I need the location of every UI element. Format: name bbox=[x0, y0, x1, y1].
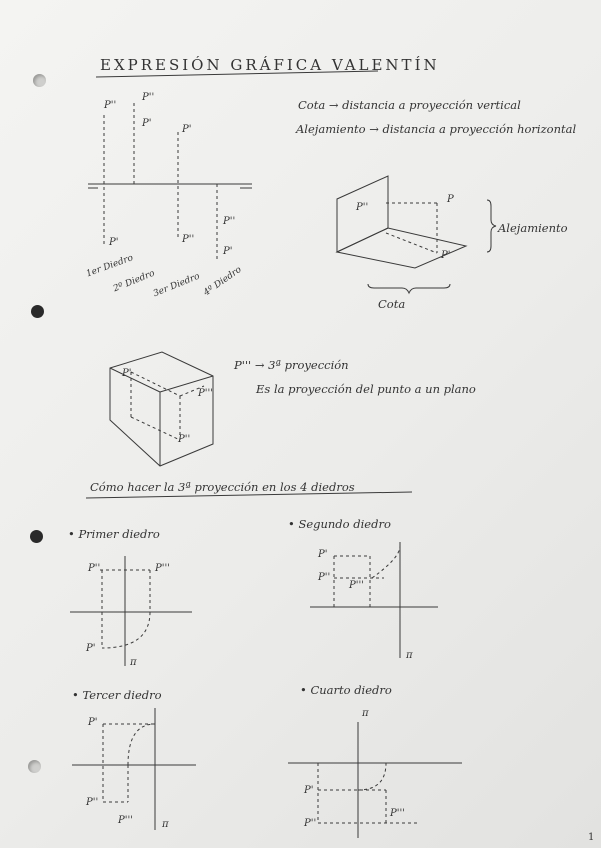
vertical-plane bbox=[337, 176, 388, 252]
case-label: P'' bbox=[304, 818, 317, 829]
case-label: P''' bbox=[118, 815, 133, 826]
case-label: P' bbox=[86, 643, 96, 654]
label-p-horizontal: P' bbox=[109, 237, 119, 248]
label-alejamiento: Alejamiento bbox=[498, 221, 568, 235]
horizontal-plane bbox=[337, 228, 466, 268]
label-p-horizontal: P' bbox=[142, 118, 152, 129]
label-p-horizontal: P' bbox=[223, 246, 233, 257]
label-p-vertical: P'' bbox=[104, 100, 117, 111]
case-label: P'' bbox=[86, 797, 99, 808]
third-projection-definition: Es la proyección del punto a un plano bbox=[256, 382, 476, 396]
case-label: π bbox=[406, 650, 413, 661]
case-label: P' bbox=[88, 717, 98, 728]
dihedron-label: 4º Diedro bbox=[202, 264, 244, 299]
case-label: P''' bbox=[349, 580, 364, 591]
case-label: P'' bbox=[318, 572, 331, 583]
brace-alejamiento bbox=[487, 200, 496, 252]
label-p-vertical: P'' bbox=[142, 92, 155, 103]
cube-label: P' bbox=[122, 368, 132, 379]
case-label: P' bbox=[318, 549, 328, 560]
page-number: 1 bbox=[588, 832, 595, 843]
case-label: P''' bbox=[155, 563, 170, 574]
section-title: Cómo hacer la 3ª proyección en los 4 diedros bbox=[90, 480, 355, 494]
cube-label: P''' bbox=[198, 388, 213, 399]
case-label: π bbox=[162, 819, 169, 830]
third-projection-heading: P''' → 3ª proyección bbox=[234, 358, 349, 372]
page-title: EXPRESIÓN GRÁFICA VALENTÍN bbox=[100, 56, 440, 74]
case-label: π bbox=[362, 708, 369, 719]
dihedron-label: 1er Diedro bbox=[85, 253, 135, 280]
case-title-tercer: • Tercer diedro bbox=[72, 688, 162, 702]
case-title-cuarto: • Cuarto diedro bbox=[300, 683, 392, 697]
definition-alejamiento: Alejamiento → distancia a proyección horizontal bbox=[296, 122, 577, 136]
brace-cota bbox=[368, 284, 450, 293]
case-label: P' bbox=[304, 785, 314, 796]
label-p-vertical: P'' bbox=[182, 234, 195, 245]
label-p-vertical: P'' bbox=[356, 202, 369, 213]
label-p-vertical: P'' bbox=[223, 216, 236, 227]
case-label: P''' bbox=[390, 808, 405, 819]
title-underline bbox=[96, 71, 378, 77]
definition-cota: Cota → distancia a proyección vertical bbox=[298, 98, 521, 112]
dihedron-label: 2º Diedro bbox=[112, 268, 157, 295]
label-p-horizontal: P' bbox=[182, 124, 192, 135]
label-p-horizontal: P' bbox=[441, 250, 451, 261]
case-label: π bbox=[130, 657, 137, 668]
dihedron-label: 3er Diedro bbox=[152, 271, 202, 300]
cube-label: P'' bbox=[178, 434, 191, 445]
case-title-segundo: • Segundo diedro bbox=[288, 517, 391, 531]
case-title-primer: • Primer diedro bbox=[68, 527, 160, 541]
label-cota: Cota bbox=[378, 297, 406, 311]
case-label: P'' bbox=[88, 563, 101, 574]
label-point-p: P bbox=[447, 194, 454, 205]
